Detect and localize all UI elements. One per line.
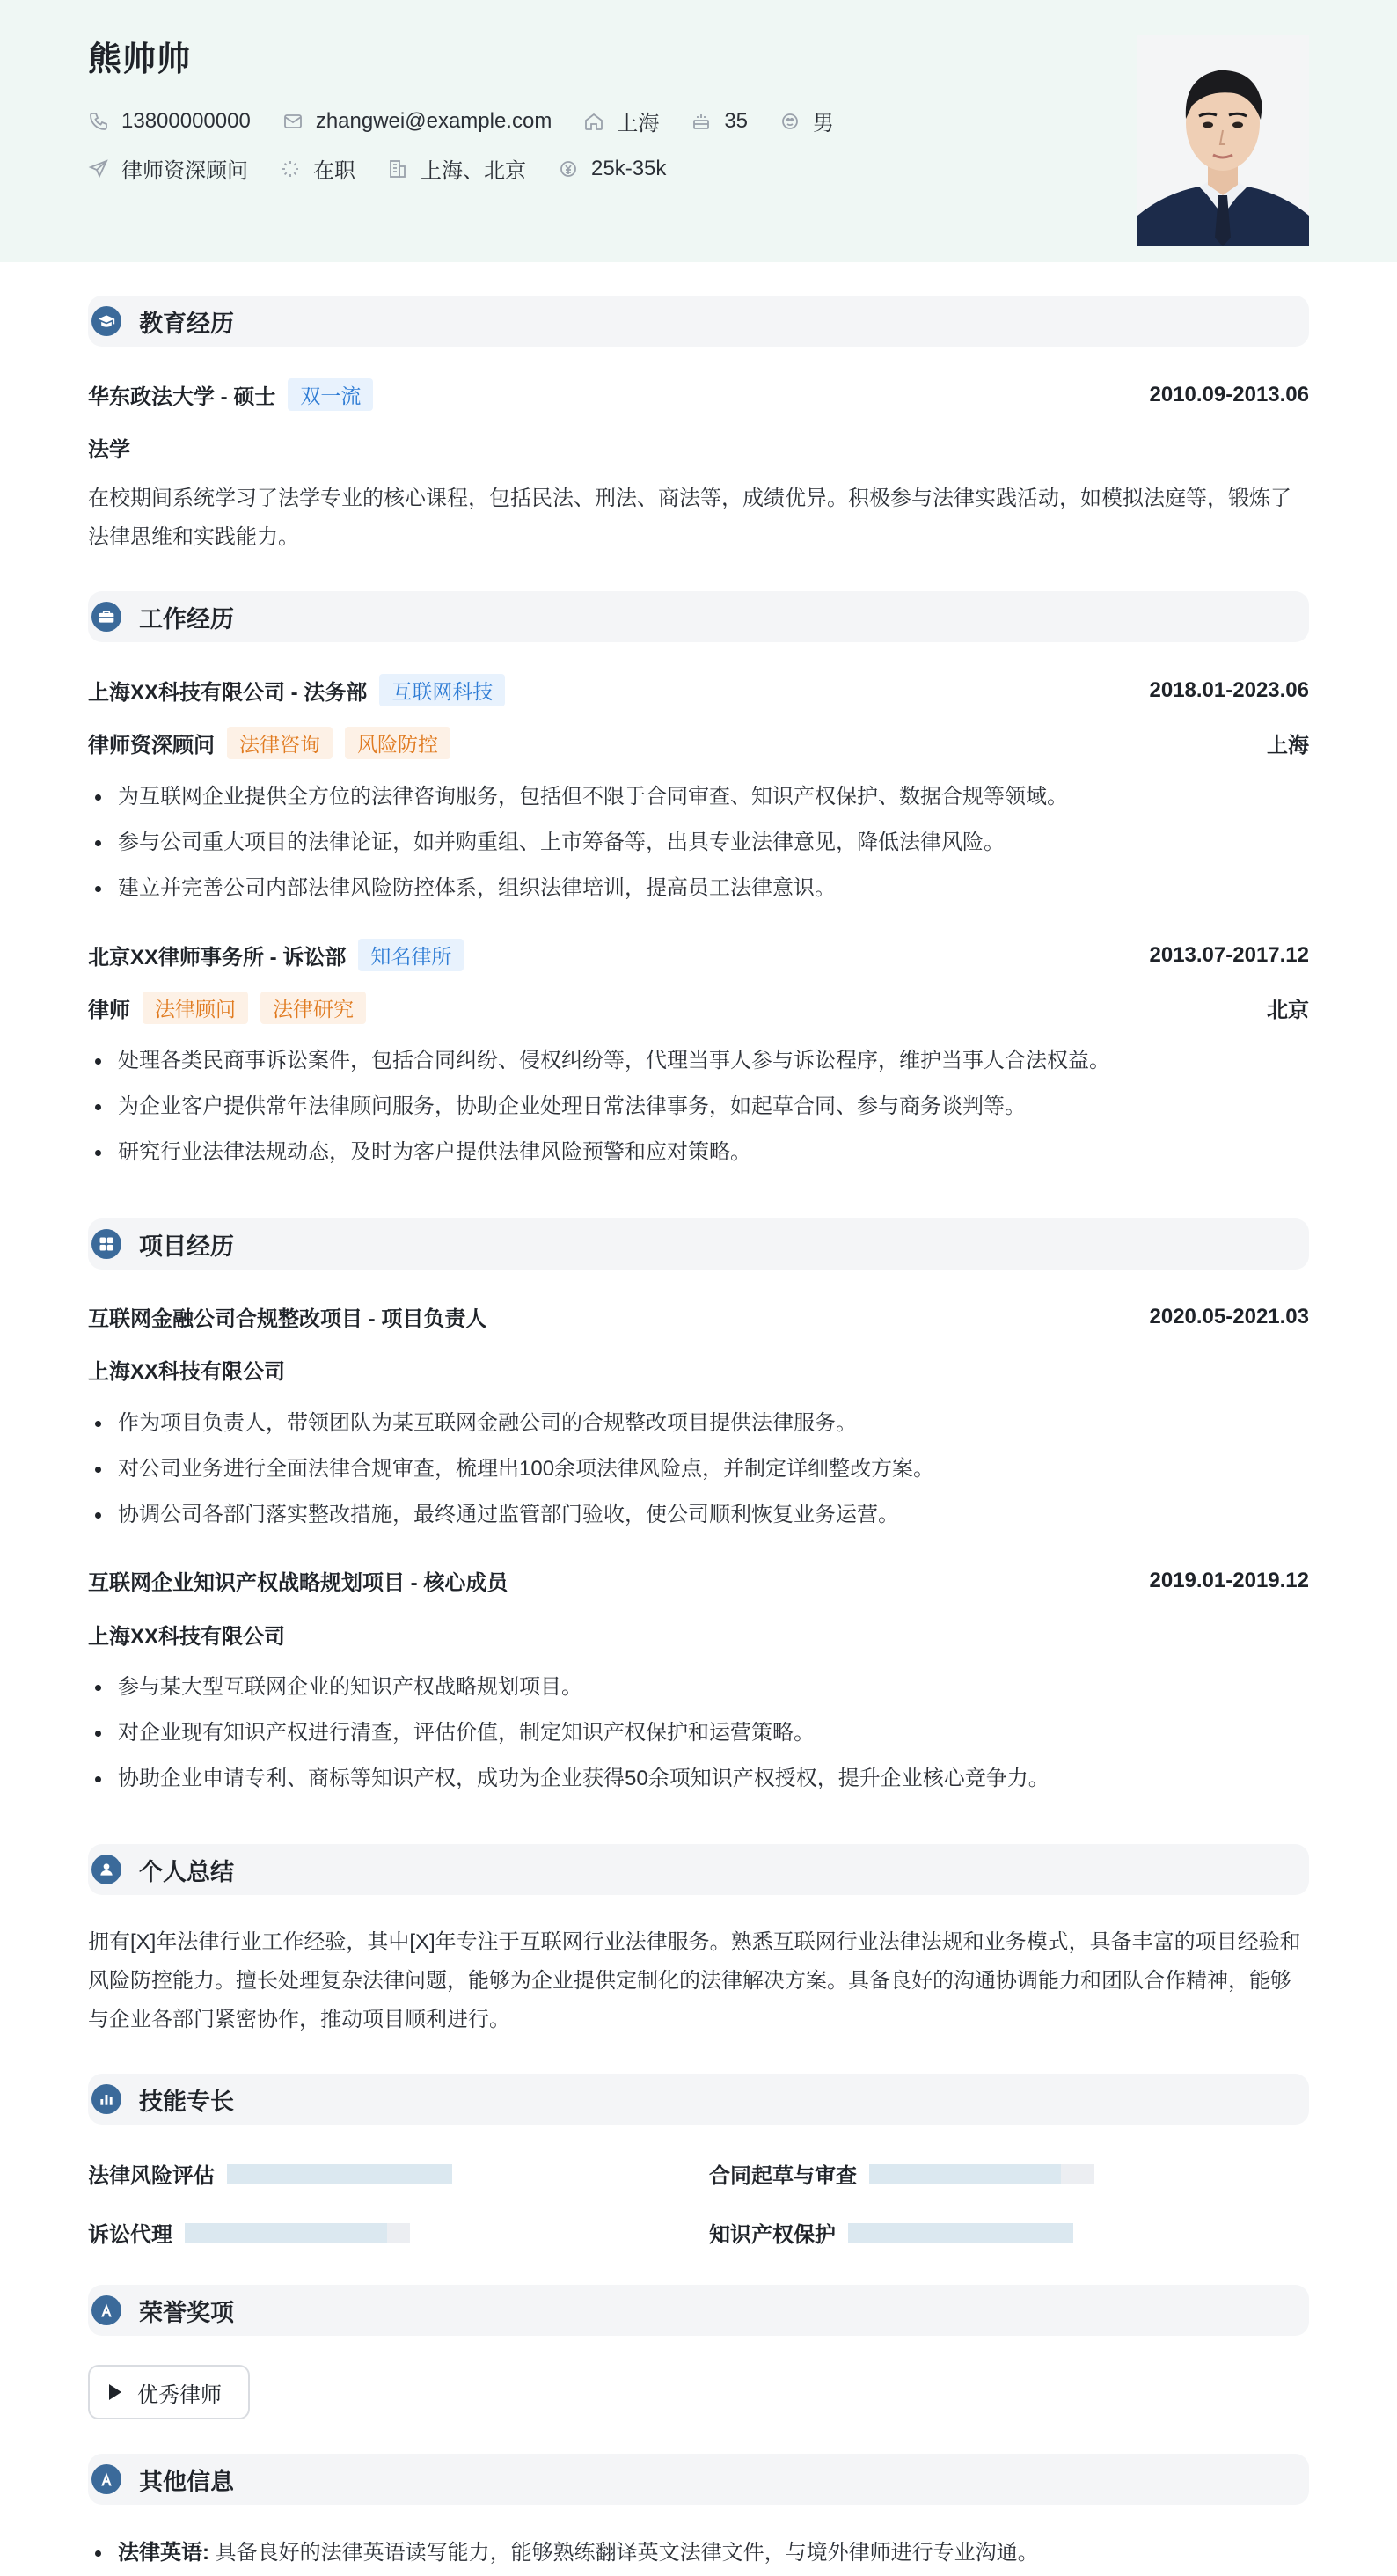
grid-icon xyxy=(91,1229,121,1259)
phone-item xyxy=(88,109,251,134)
section-title-text: 工作经历 xyxy=(139,605,234,633)
briefcase-icon xyxy=(91,602,121,632)
skill-bar-fill xyxy=(185,2223,387,2243)
section-skills xyxy=(88,2074,1309,2125)
award-icon xyxy=(91,2295,121,2325)
section-honors xyxy=(88,2285,1309,2336)
city-text: 上海 xyxy=(617,112,660,135)
skill-item xyxy=(88,2158,452,2189)
cake-icon xyxy=(691,111,712,132)
skill-name: 知识产权保护 xyxy=(709,2223,836,2247)
section-education xyxy=(88,296,1309,347)
list-item: 参与公司重大项目的法律论证，如并购重组、上市筹备等，出具专业法律意见，降低法律风险。 xyxy=(88,820,1309,866)
work-company-row xyxy=(88,674,1309,706)
target-city-text: 上海、北京 xyxy=(421,159,526,183)
list-item: 为互联网企业提供全方位的法律咨询服务，包括但不限于合同审查、知识产权保护、数据合规等领域。 xyxy=(88,774,1309,820)
education-major-row xyxy=(88,432,1309,463)
contact-row xyxy=(88,106,866,136)
role-tag: 风险防控 xyxy=(345,727,450,759)
role-tag: 法律研究 xyxy=(260,992,366,1024)
section-title-text: 项目经历 xyxy=(139,1233,234,1260)
loading-icon xyxy=(280,158,301,179)
project-org-row xyxy=(88,1354,1309,1385)
role-tag: 法律咨询 xyxy=(227,727,333,759)
home-icon xyxy=(583,111,604,132)
work-location: 北京 xyxy=(1267,999,1309,1022)
work-location: 上海 xyxy=(1267,734,1309,757)
section-title-text: 荣誉奖项 xyxy=(139,2299,234,2326)
skill-bar-fill xyxy=(227,2164,452,2184)
skill-name: 法律风险评估 xyxy=(88,2164,215,2188)
company-name: 上海XX科技有限公司 - 法务部 xyxy=(88,681,368,705)
section-other xyxy=(88,2454,1309,2505)
status-text: 在职 xyxy=(313,159,355,183)
phone-text: 13800000000 xyxy=(121,108,251,133)
section-title-text: 个人总结 xyxy=(139,1858,234,1885)
company-tag: 知名律所 xyxy=(358,939,464,971)
list-item: 参与某大型互联网企业的知识产权战略规划项目。 xyxy=(88,1665,1309,1710)
bar-chart-icon xyxy=(91,2084,121,2114)
education-date: 2010.09-2013.06 xyxy=(1149,382,1309,406)
email-text: zhangwei@example.com xyxy=(315,108,552,133)
education-description: 在校期间系统学习了法学专业的核心课程，包括民法、刑法、商法等，成绩优异。积极参与法律实践活动，如模拟法庭等，锻炼了法律思维和实践能力。 xyxy=(88,487,1291,549)
profile-photo xyxy=(1137,35,1309,246)
skill-item xyxy=(709,2217,1073,2248)
role-name: 律师资深顾问 xyxy=(88,734,215,757)
candidate-name: 熊帅帅 xyxy=(88,41,192,78)
work-bullets xyxy=(88,774,1309,911)
list-item: 处理各类民商事诉讼案件，包括合同纠纷、侵权纠纷等，代理当事人参与诉讼程序，维护当事人合法权益。 xyxy=(88,1038,1309,1084)
list-item: 对企业现有知识产权进行清查，评估价值，制定知识产权保护和运营策略。 xyxy=(88,1710,1309,1756)
project-org: 上海XX科技有限公司 xyxy=(88,1360,286,1384)
project-title-row xyxy=(88,1301,1309,1332)
list-item: 为企业客户提供常年法律顾问服务，协助企业处理日常法律事务，如起草合同、参与商务谈判等。 xyxy=(88,1084,1309,1130)
user-icon xyxy=(91,1855,121,1884)
award-chip[interactable] xyxy=(88,2365,250,2419)
resume-header xyxy=(0,0,1397,262)
salary-item xyxy=(558,157,666,181)
education-header-row xyxy=(88,378,1309,411)
list-item: 作为项目负责人，带领团队为某互联网金融公司的合规整改项目提供法律服务。 xyxy=(88,1401,1309,1446)
project-org: 上海XX科技有限公司 xyxy=(88,1625,286,1649)
project-title-row xyxy=(88,1565,1309,1596)
school-name: 华东政法大学 - 硕士 xyxy=(88,385,276,409)
target-city-item xyxy=(387,153,526,184)
building-icon xyxy=(387,158,408,179)
project-date: 2020.05-2021.03 xyxy=(1149,1304,1309,1328)
work-role-row xyxy=(88,727,1309,759)
section-work xyxy=(88,591,1309,642)
gender-item xyxy=(779,106,834,136)
work-bullets xyxy=(88,1038,1309,1175)
award-icon xyxy=(91,2464,121,2494)
section-title-text: 其他信息 xyxy=(139,2468,234,2495)
skill-bar xyxy=(869,2164,1094,2184)
company-name: 北京XX律师事务所 - 诉讼部 xyxy=(88,946,347,970)
section-title-text: 技能专长 xyxy=(139,2088,234,2115)
skill-name: 合同起草与审查 xyxy=(709,2164,857,2188)
list-item: 协调公司各部门落实整改措施，最终通过监管部门验收，使公司顺利恢复业务运营。 xyxy=(88,1492,1309,1538)
job-intent-row xyxy=(88,153,698,184)
award-text: 优秀律师 xyxy=(137,2382,222,2407)
email-item xyxy=(282,109,552,134)
other-text: 具备良好的法律英语读写能力，能够熟练翻译英文法律文件，与境外律师进行专业沟通。 xyxy=(215,2541,1039,2565)
school-tag: 双一流 xyxy=(288,378,373,411)
list-item: 研究行业法律法规动态，及时为客户提供法律风险预警和应对策略。 xyxy=(88,1130,1309,1175)
work-role-row xyxy=(88,992,1309,1024)
role-name: 律师 xyxy=(88,999,130,1022)
skill-bar xyxy=(227,2164,452,2184)
skill-bar xyxy=(848,2223,1073,2243)
send-icon xyxy=(88,158,109,179)
mail-icon xyxy=(282,111,304,132)
graduation-cap-icon xyxy=(91,306,121,336)
work-date: 2018.01-2023.06 xyxy=(1149,677,1309,702)
person-icon xyxy=(779,111,801,132)
project-org-row xyxy=(88,1619,1309,1650)
skill-bar-fill xyxy=(848,2223,1073,2243)
phone-icon xyxy=(88,111,109,132)
major-name: 法学 xyxy=(88,438,130,462)
section-summary xyxy=(88,1844,1309,1895)
skill-bar xyxy=(185,2223,410,2243)
company-tag: 互联网科技 xyxy=(379,674,505,706)
list-item: 建立并完善公司内部法律风险防控体系，组织法律培训，提高员工法律意识。 xyxy=(88,866,1309,911)
play-icon xyxy=(109,2384,121,2400)
position-item xyxy=(88,153,248,184)
age-text: 35 xyxy=(724,108,749,133)
project-bullets xyxy=(88,1665,1309,1802)
coin-icon xyxy=(558,158,579,179)
position-text: 律师资深顾问 xyxy=(121,159,248,183)
skill-bar-fill xyxy=(869,2164,1061,2184)
summary-text: 拥有[X]年法律行业工作经验，其中[X]年专注于互联网行业法律服务。熟悉互联网行业法律法规和业务模式，具备丰富的项目经验和风险防控能力。擅长处理复杂法律问题，能够为企业提供定制化的法律解决方案。具备良好的沟通协调能力和团队合作精神，能够与企业各部门紧密协作，推动项目顺利进行。 xyxy=(88,1930,1301,2031)
role-tag: 法律顾问 xyxy=(143,992,248,1024)
work-date: 2013.07-2017.12 xyxy=(1149,942,1309,967)
skill-item xyxy=(709,2158,1094,2189)
section-title-text: 教育经历 xyxy=(139,310,234,337)
status-item xyxy=(280,153,355,184)
salary-text: 25k-35k xyxy=(591,156,667,180)
skill-item xyxy=(88,2217,410,2248)
project-bullets xyxy=(88,1401,1309,1538)
project-title: 互联网金融公司合规整改项目 - 项目负责人 xyxy=(88,1307,487,1331)
list-item: 对公司业务进行全面法律合规审查，梳理出100余项法律风险点，并制定详细整改方案。 xyxy=(88,1446,1309,1492)
other-list xyxy=(88,2530,1309,2576)
age-item xyxy=(691,109,748,134)
section-project xyxy=(88,1218,1309,1270)
gender-text: 男 xyxy=(813,112,835,135)
list-item xyxy=(88,2530,1309,2576)
city-item xyxy=(583,106,659,136)
project-title: 互联网企业知识产权战略规划项目 - 核心成员 xyxy=(88,1571,508,1595)
other-label: 法律英语: xyxy=(118,2541,209,2565)
skill-name: 诉讼代理 xyxy=(88,2223,172,2247)
project-date: 2019.01-2019.12 xyxy=(1149,1568,1309,1592)
work-company-row xyxy=(88,939,1309,971)
list-item: 协助企业申请专利、商标等知识产权，成功为企业获得50余项知识产权授权，提升企业核心竞争力。 xyxy=(88,1756,1309,1802)
